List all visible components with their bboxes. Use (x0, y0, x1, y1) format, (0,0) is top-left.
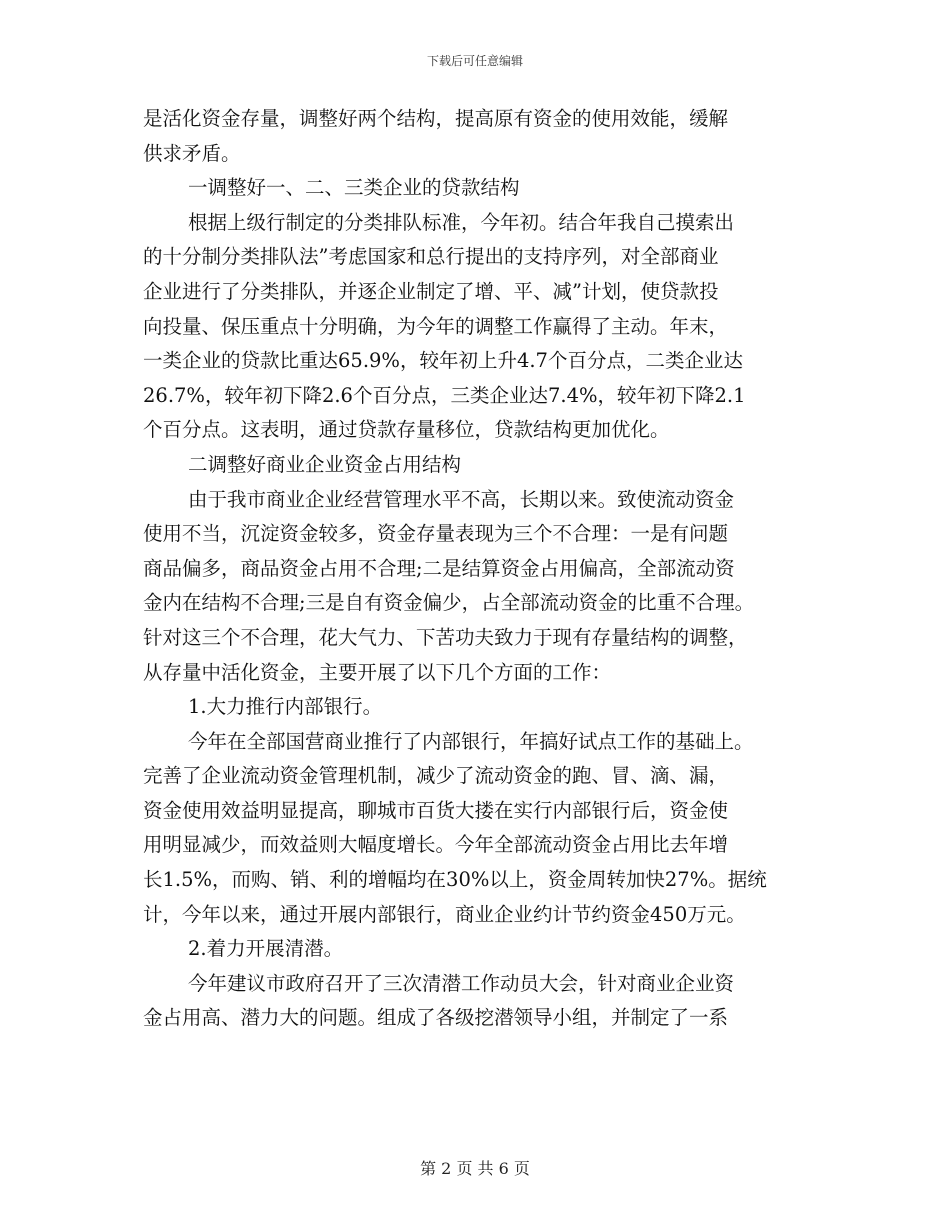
page-header: 下载后可任意编辑 (426, 54, 523, 68)
paragraph-start-line: 由于我市商业企业经营管理水平不高，长期以来。致使流动资金 (188, 487, 735, 511)
text-line: 供求矛盾。 (143, 141, 241, 165)
subsection-heading: 2.着力开展清潜。 (188, 937, 344, 961)
section-heading: 二调整好商业企业资金占用结构 (188, 452, 462, 476)
text-line: 从存量中活化资金，主要开展了以下几个方面的工作： (143, 660, 612, 684)
document-body (143, 102, 823, 1036)
text-line: 针对这三个不合理，花大气力、下苦功夫致力于现有存量结构的调整， (143, 625, 748, 649)
text-line: 的十分制分类排队法”考虑国家和总行提出的支持序列，对全部商业 (143, 245, 719, 269)
text-line: 完善了企业流动资金管理机制，减少了流动资金的跑、冒、滴、漏， (143, 764, 729, 788)
text-line: 资金使用效益明显提高，聊城市百货大搂在实行内部银行后，资金使 (143, 798, 729, 822)
text-line: 金占用高、潜力大的问题。组成了各级挖潜领导小组，并制定了一系 (143, 1006, 729, 1030)
paragraph-start-line: 今年建议市政府召开了三次清潜工作动员大会，针对商业企业资 (188, 971, 735, 995)
text-line: 商品偏多，商品资金占用不合理;二是结算资金占用偏高，全部流动资 (143, 556, 735, 580)
paragraph-start-line: 根据上级行制定的分类排队标准，今年初。结合年我自己摸索出 (188, 210, 735, 234)
text-line: 计，今年以来，通过开展内部银行，商业企业约计节约资金450万元。 (143, 902, 746, 926)
text-line: 个百分点。这表明，通过贷款存量移位，贷款结构更加优化。 (143, 418, 670, 442)
text-line: 使用不当，沉淀资金较多，资金存量表现为三个不合理：一是有问题 (143, 522, 729, 546)
text-line: 向投量、保压重点十分明确，为今年的调整工作赢得了主动。年末， (143, 314, 729, 338)
text-line: 企业进行了分类排队，并逐企业制定了增、平、减”计划，使贷款投 (143, 279, 719, 303)
subsection-heading: 1.大力推行内部银行。 (188, 695, 383, 719)
text-line: 用明显减少，而效益则大幅度增长。今年全部流动资金占用比去年增 (143, 833, 729, 857)
paragraph-start-line: 今年在全部国营商业推行了内部银行，年搞好试点工作的基础上。 (188, 729, 754, 753)
text-line: 金内在结构不合理;三是自有资金偏少，占全部流动资金的比重不合理。 (143, 591, 755, 615)
text-line: 是活化资金存量，调整好两个结构，提高原有资金的使用效能，缓解 (143, 107, 729, 130)
text-line: 26.7%，较年初下降2.6个百分点，三类企业达7.4%，较年初下降2.1 (143, 383, 746, 407)
page-footer: 第 2 页 共 6 页 (420, 1159, 530, 1178)
text-line: 一类企业的贷款比重达65.9%，较年初上升4.7个百分点，二类企业达 (143, 349, 743, 373)
section-heading: 一调整好一、二、三类企业的贷款结构 (188, 176, 520, 200)
text-line: 长1.5%，而购、销、利的增幅均在30%以上，资金周转加快27%。据统 (143, 868, 767, 892)
